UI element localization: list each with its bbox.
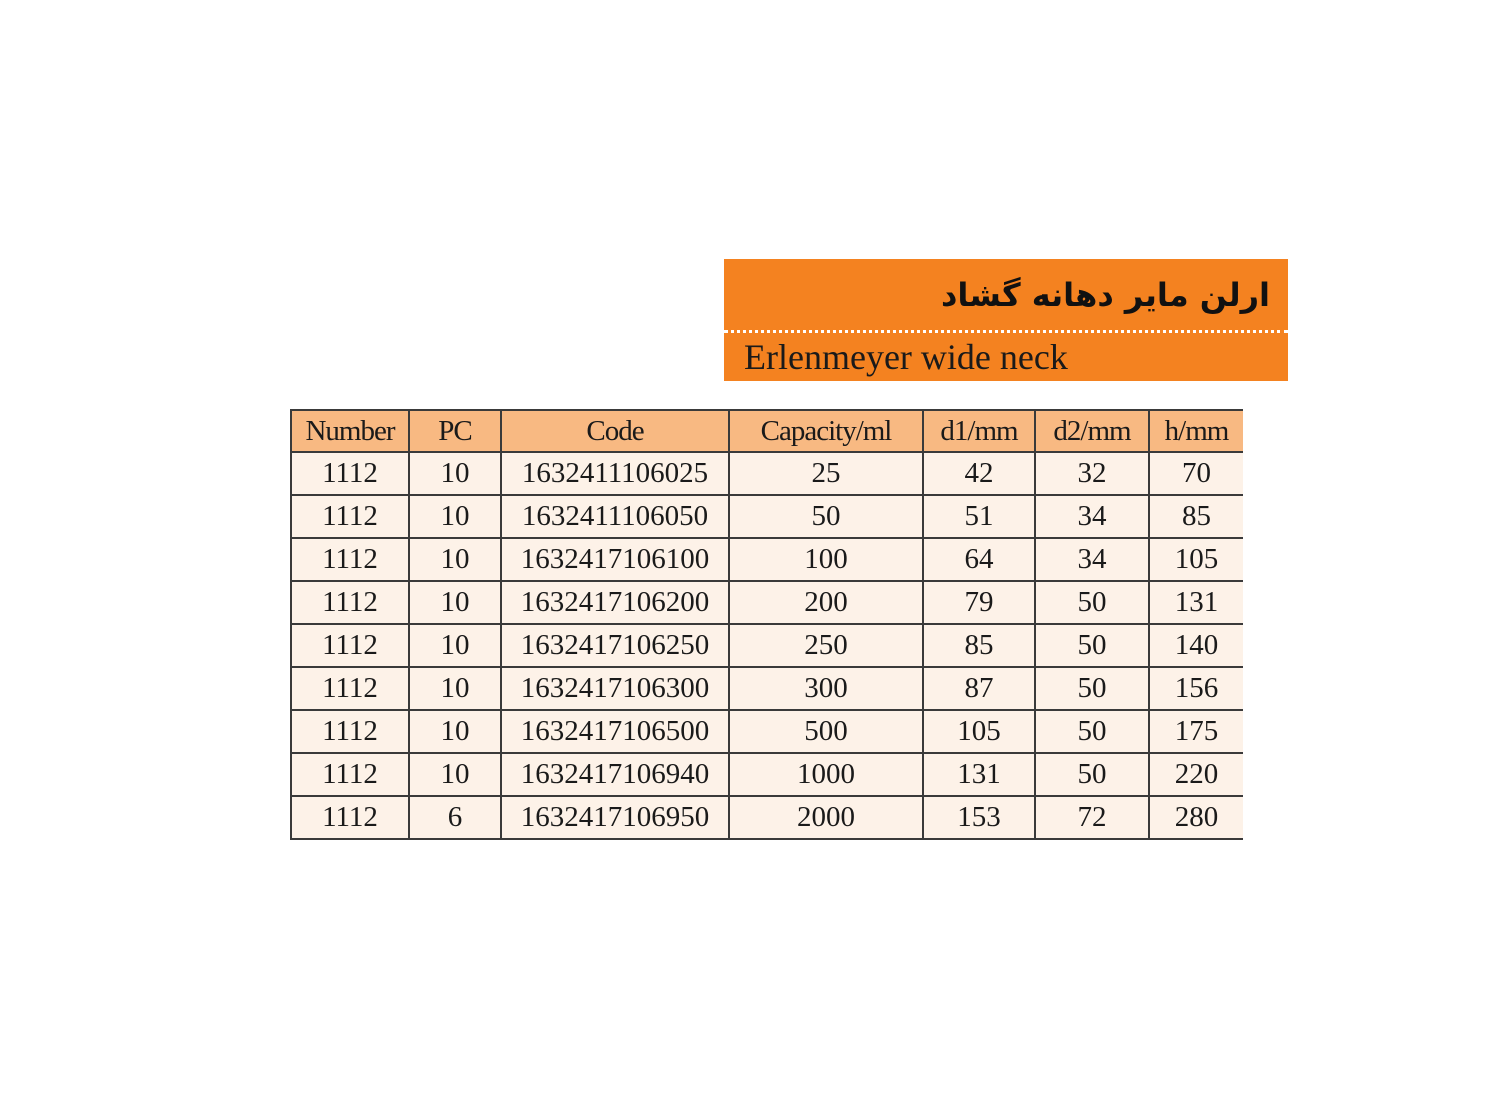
cell-h: 280 — [1149, 796, 1243, 839]
cell-d1: 51 — [923, 495, 1035, 538]
cell-code: 1632417106940 — [501, 753, 729, 796]
cell-d1: 105 — [923, 710, 1035, 753]
cell-d2: 50 — [1035, 581, 1149, 624]
cell-capacity: 300 — [729, 667, 923, 710]
cell-d2: 50 — [1035, 624, 1149, 667]
cell-h: 70 — [1149, 452, 1243, 495]
cell-capacity: 200 — [729, 581, 923, 624]
cell-d2: 72 — [1035, 796, 1149, 839]
cell-d2: 50 — [1035, 753, 1149, 796]
cell-pc: 10 — [409, 710, 501, 753]
cell-code: 1632417106250 — [501, 624, 729, 667]
table-row — [291, 538, 1243, 581]
cell-capacity: 2000 — [729, 796, 923, 839]
title-banner — [724, 259, 1288, 381]
cell-d1: 42 — [923, 452, 1035, 495]
cell-code: 1632417106950 — [501, 796, 729, 839]
cell-d2: 34 — [1035, 538, 1149, 581]
cell-pc: 10 — [409, 538, 501, 581]
column-header-d2: d2/mm — [1035, 410, 1149, 452]
table-row — [291, 753, 1243, 796]
cell-number: 1112 — [291, 796, 409, 839]
cell-h: 105 — [1149, 538, 1243, 581]
cell-h: 131 — [1149, 581, 1243, 624]
cell-capacity: 50 — [729, 495, 923, 538]
column-header-h: h/mm — [1149, 410, 1243, 452]
cell-d2: 50 — [1035, 710, 1149, 753]
cell-pc: 10 — [409, 581, 501, 624]
cell-capacity: 500 — [729, 710, 923, 753]
cell-capacity: 100 — [729, 538, 923, 581]
title-english: Erlenmeyer wide neck — [744, 337, 1068, 377]
cell-number: 1112 — [291, 538, 409, 581]
table-row — [291, 710, 1243, 753]
cell-d1: 153 — [923, 796, 1035, 839]
cell-d1: 85 — [923, 624, 1035, 667]
cell-pc: 10 — [409, 667, 501, 710]
column-header-capacity: Capacity/ml — [729, 410, 923, 452]
cell-code: 1632417106200 — [501, 581, 729, 624]
cell-h: 156 — [1149, 667, 1243, 710]
cell-code: 1632411106050 — [501, 495, 729, 538]
cell-number: 1112 — [291, 710, 409, 753]
cell-code: 1632417106500 — [501, 710, 729, 753]
cell-number: 1112 — [291, 495, 409, 538]
cell-d1: 131 — [923, 753, 1035, 796]
table-row — [291, 452, 1243, 495]
table-row — [291, 495, 1243, 538]
cell-d2: 50 — [1035, 667, 1149, 710]
cell-h: 140 — [1149, 624, 1243, 667]
cell-code: 1632417106300 — [501, 667, 729, 710]
cell-h: 220 — [1149, 753, 1243, 796]
cell-h: 175 — [1149, 710, 1243, 753]
cell-number: 1112 — [291, 667, 409, 710]
cell-code: 1632417106100 — [501, 538, 729, 581]
column-header-number: Number — [291, 410, 409, 452]
table-row — [291, 624, 1243, 667]
cell-d1: 79 — [923, 581, 1035, 624]
cell-capacity: 1000 — [729, 753, 923, 796]
column-header-pc: PC — [409, 410, 501, 452]
cell-pc: 10 — [409, 452, 501, 495]
cell-number: 1112 — [291, 624, 409, 667]
column-header-d1: d1/mm — [923, 410, 1035, 452]
cell-d2: 34 — [1035, 495, 1149, 538]
cell-code: 1632411106025 — [501, 452, 729, 495]
cell-h: 85 — [1149, 495, 1243, 538]
cell-d1: 87 — [923, 667, 1035, 710]
cell-pc: 6 — [409, 796, 501, 839]
column-header-code: Code — [501, 410, 729, 452]
title-persian: ارلن مایر دهانه گشاد — [940, 276, 1270, 314]
cell-number: 1112 — [291, 581, 409, 624]
table-row — [291, 667, 1243, 710]
cell-number: 1112 — [291, 452, 409, 495]
cell-number: 1112 — [291, 753, 409, 796]
table-row — [291, 796, 1243, 839]
cell-pc: 10 — [409, 624, 501, 667]
table-header-row — [291, 410, 1243, 452]
spec-table — [290, 409, 1243, 840]
cell-pc: 10 — [409, 753, 501, 796]
cell-pc: 10 — [409, 495, 501, 538]
cell-capacity: 25 — [729, 452, 923, 495]
cell-d2: 32 — [1035, 452, 1149, 495]
cell-capacity: 250 — [729, 624, 923, 667]
dotted-divider — [724, 330, 1288, 333]
cell-d1: 64 — [923, 538, 1035, 581]
table-row — [291, 581, 1243, 624]
